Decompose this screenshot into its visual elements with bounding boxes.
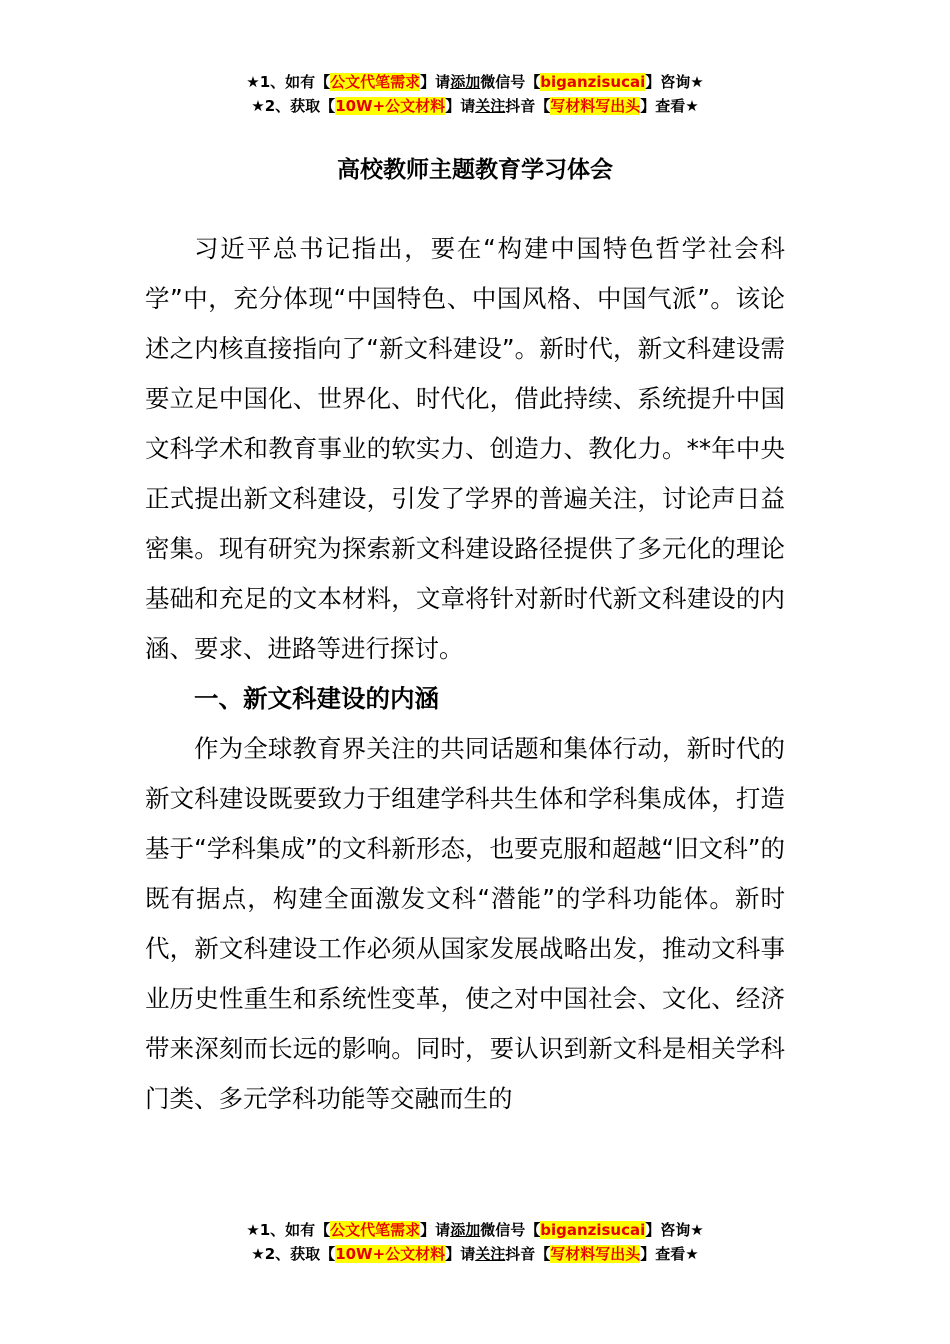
promo-text: 】请: [420, 73, 451, 91]
promo-text: 抖音【: [505, 1245, 551, 1263]
promo-line-1: [0, 1218, 950, 1242]
header-promo-banner: [0, 70, 950, 118]
promo-text: 】请: [420, 1221, 451, 1239]
promo-line-1: [0, 70, 950, 94]
promo-highlight: 公文代笔需求: [330, 73, 421, 91]
promo-highlight: biganzisucai: [540, 1221, 646, 1239]
section-heading-1: 一、新文科建设的内涵: [194, 684, 439, 713]
promo-highlight: biganzisucai: [540, 73, 646, 91]
promo-highlight: 10W+公文材料: [335, 1245, 446, 1263]
promo-text: ★2、获取【: [251, 1245, 336, 1263]
promo-text: 】请: [445, 97, 476, 115]
promo-text: ★1、如有【: [246, 1221, 331, 1239]
promo-text: 抖音【: [505, 97, 551, 115]
document-title: 高校教师主题教育学习体会: [337, 157, 613, 183]
promo-highlight: 写材料写出头: [550, 97, 641, 115]
promo-line-2: [0, 1242, 950, 1266]
promo-text: 】咨询★: [645, 73, 704, 91]
promo-highlight: 10W+公文材料: [335, 97, 446, 115]
promo-text: 微信号【: [480, 73, 541, 91]
promo-text: 】查看★: [640, 1245, 699, 1263]
paragraph-text: 作为全球教育界关注的共同话题和集体行动，新时代的新文科建设既要致力于组建学科共生体和学科集成体，打造基于“学科集成”的文科新形态，也要克服和超越“旧文科”的既有据点，构建全面激发文科“潜能”的学科功能体。新时代，新文科建设工作必须从国家发展战略出发，推动文科事业历史性重生和系统性变革，使之对中国社会、文化、经济带来深刻而长远的影响。同时，要认识到新文科是相关学科门类、多元学科功能等交融而生的: [145, 734, 785, 1113]
promo-underline: 关注: [475, 97, 506, 115]
body-paragraph-2: [145, 724, 785, 1124]
promo-underline: 添加: [450, 73, 481, 91]
promo-text: ★2、获取【: [251, 97, 336, 115]
promo-text: ★1、如有【: [246, 73, 331, 91]
promo-text: 】请: [445, 1245, 476, 1263]
promo-text: 微信号【: [480, 1221, 541, 1239]
promo-highlight: 写材料写出头: [550, 1245, 641, 1263]
promo-line-2: [0, 94, 950, 118]
footer-promo-banner: [0, 1218, 950, 1266]
promo-text: 】查看★: [640, 97, 699, 115]
promo-underline: 添加: [450, 1221, 481, 1239]
body-paragraph-1: [145, 224, 785, 674]
promo-highlight: 公文代笔需求: [330, 1221, 421, 1239]
promo-text: 】咨询★: [645, 1221, 704, 1239]
promo-underline: 关注: [475, 1245, 506, 1263]
paragraph-text: 习近平总书记指出，要在“构建中国特色哲学社会科学”中，充分体现“中国特色、中国风格、中国气派”。该论述之内核直接指向了“新文科建设”。新时代，新文科建设需要立足中国化、世界化、时代化，借此持续、系统提升中国文科学术和教育事业的软实力、创造力、教化力。**年中央正式提出新文科建设，引发了学界的普遍关注，讨论声日益密集。现有研究为探索新文科建设路径提供了多元化的理论基础和充足的文本材料，文章将针对新时代新文科建设的内涵、要求、进路等进行探讨。: [145, 234, 785, 663]
